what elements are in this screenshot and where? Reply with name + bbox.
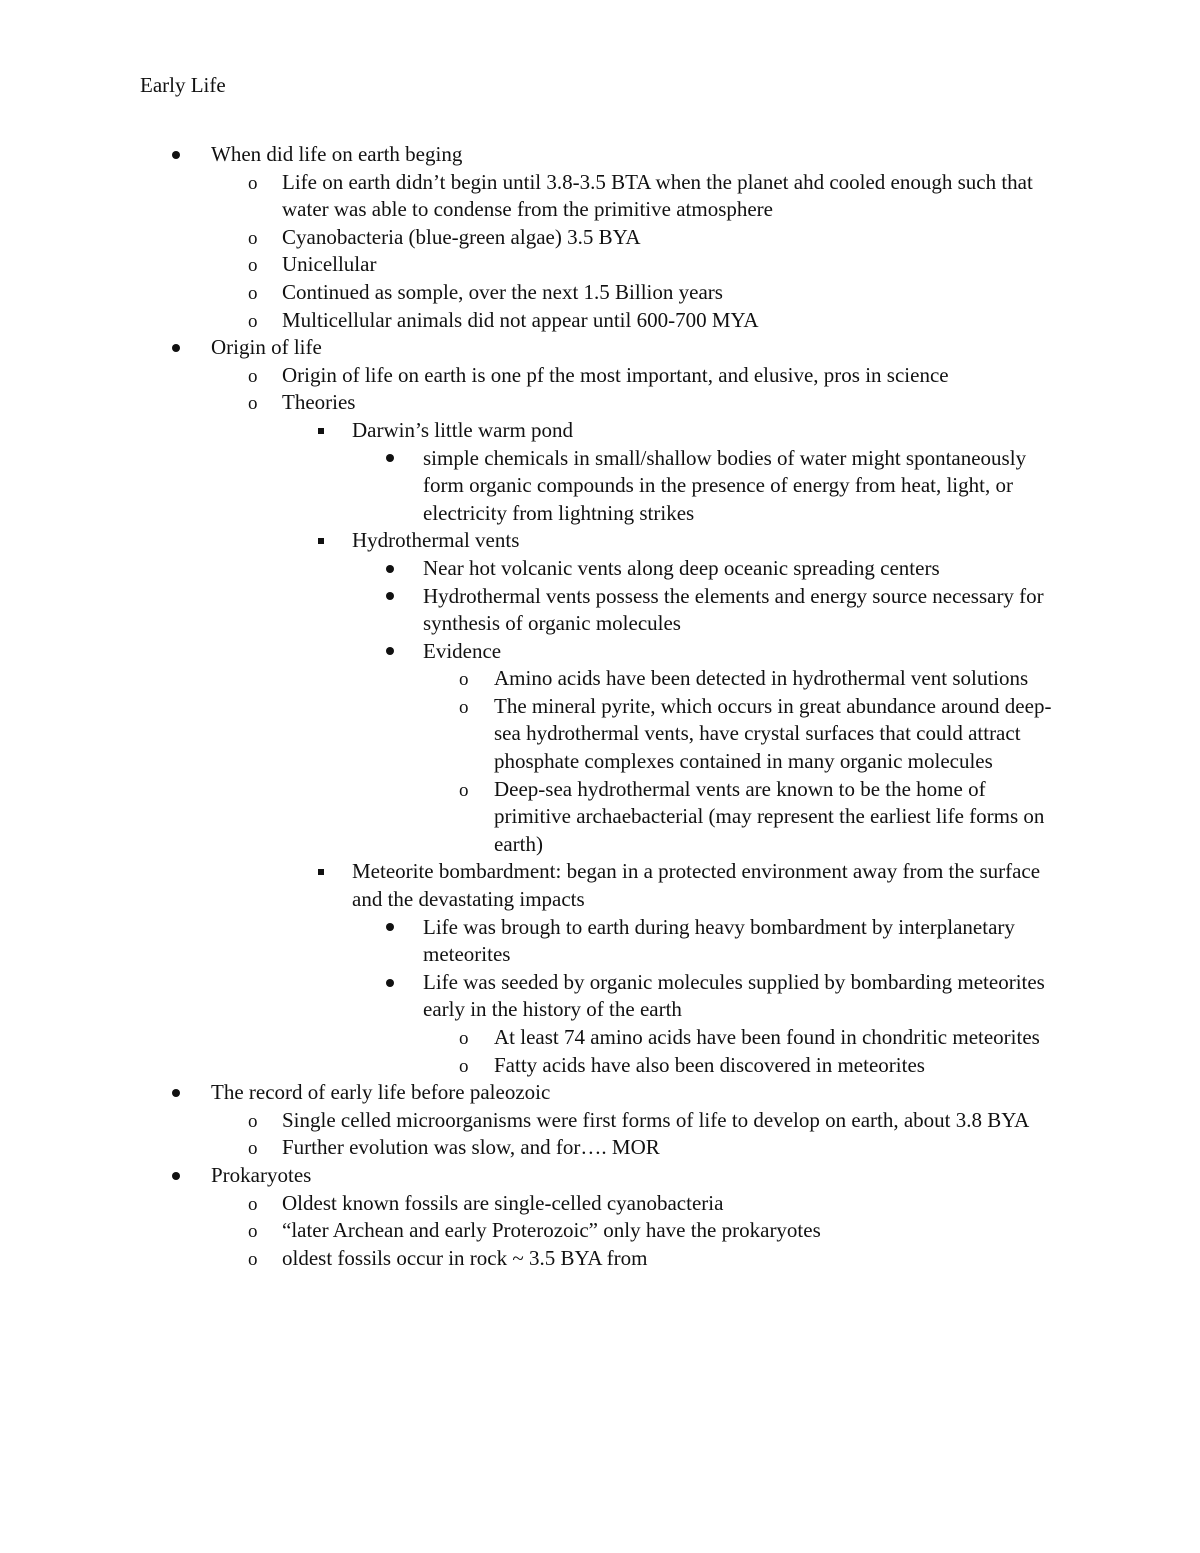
- list-item-text: Unicellular: [282, 252, 377, 277]
- bullet-square-icon: [318, 527, 324, 555]
- bullet-disc-icon: [386, 914, 394, 942]
- bullet-square-icon: [318, 417, 324, 445]
- bullet-circle-icon: o: [248, 1248, 258, 1270]
- list-item: [0, 555, 1053, 583]
- list-item: [0, 1024, 1054, 1052]
- list-item-text: Single celled microorganisms were first forms of life to develop on earth, about 3.8 BYA: [282, 1107, 1030, 1132]
- bullet-circle-icon: o: [248, 310, 258, 332]
- list-item: [0, 251, 1052, 279]
- list-item-text: When did life on earth beging: [211, 142, 463, 166]
- list-item: [0, 693, 1054, 776]
- list-item-text: Darwin’s little warm pond: [352, 417, 574, 442]
- list-item: [0, 224, 1052, 252]
- list-item: [0, 389, 1052, 417]
- bullet-disc-icon: [172, 141, 180, 169]
- document-body: [0, 141, 1200, 1272]
- list-item-text: Continued as somple, over the next 1.5 Billion years: [282, 279, 723, 304]
- list-item-text: Multicellular animals did not appear until 600-700 MYA: [282, 307, 759, 332]
- list-item: [0, 1079, 1051, 1107]
- list-item-text: Hydrothermal vents: [352, 528, 520, 553]
- bullet-circle-icon: o: [248, 282, 258, 304]
- bullet-disc-icon: [386, 555, 394, 583]
- list-item: [0, 665, 1054, 693]
- list-item: [0, 583, 1053, 638]
- document-title: Early Life: [140, 73, 226, 97]
- list-item: [0, 307, 1052, 335]
- list-item-text: Further evolution was slow, and for…. MOR: [282, 1135, 660, 1160]
- list-item: [0, 445, 1053, 528]
- list-item-text: simple chemicals in small/shallow bodies of water might spontaneously form organic compounds in the presence of energy from heat, light, or electricity from lightning strikes: [423, 445, 1027, 525]
- list-item: [0, 858, 1052, 913]
- bullet-circle-icon: o: [459, 696, 469, 718]
- list-item-text: Fatty acids have also been discovered in meteorites: [494, 1052, 925, 1077]
- list-item-text: At least 74 amino acids have been found in chondritic meteorites: [494, 1025, 1040, 1049]
- bullet-disc-icon: [386, 969, 394, 997]
- list-item-text: Origin of life: [211, 335, 322, 360]
- bullet-square-icon: [318, 858, 324, 886]
- bullet-circle-icon: o: [459, 669, 469, 691]
- list-item-text: The mineral pyrite, which occurs in great abundance around deep-sea hydrothermal vents, have crystal surfaces that could attract phosphate complexes contained in many organic molecules: [494, 693, 1052, 774]
- list-item-text: Life was brough to earth during heavy bombardment by interplanetary meteorites: [423, 914, 1015, 967]
- list-item-text: Cyanobacteria (blue-green algae) 3.5 BYA: [282, 224, 641, 249]
- bullet-circle-icon: o: [248, 172, 258, 194]
- bullet-circle-icon: o: [248, 1110, 258, 1132]
- list-item-text: Near hot volcanic vents along deep oceanic spreading centers: [423, 555, 940, 580]
- bullet-circle-icon: o: [459, 1028, 469, 1049]
- list-item: [0, 776, 1054, 859]
- bullet-circle-icon: o: [459, 779, 469, 801]
- list-item-text: Oldest known fossils are single-celled cyanobacteria: [282, 1190, 724, 1215]
- list-item-text: Evidence: [423, 638, 502, 663]
- list-item: [0, 279, 1052, 307]
- bullet-disc-icon: [386, 583, 394, 611]
- bullet-disc-icon: [172, 1162, 180, 1190]
- list-item: [0, 914, 1053, 969]
- list-item: [0, 638, 1053, 666]
- list-item: [0, 1134, 1052, 1162]
- bullet-circle-icon: o: [248, 255, 258, 277]
- bullet-circle-icon: o: [248, 393, 258, 415]
- list-item-text: Amino acids have been detected in hydrothermal vent solutions: [494, 666, 1029, 691]
- list-item-text: Origin of life on earth is one pf the most important, and elusive, pros in science: [282, 362, 949, 387]
- list-item: [0, 169, 1052, 224]
- list-item: [0, 362, 1052, 390]
- bullet-circle-icon: o: [459, 1055, 469, 1077]
- list-item-text: Meteorite bombardment: began in a protected environment away from the surface and the devastating impacts: [352, 859, 1041, 912]
- list-item: [0, 334, 1051, 362]
- list-item: [0, 417, 1052, 445]
- list-item: [0, 969, 1053, 1024]
- list-item-text: Deep-sea hydrothermal vents are known to be the home of primitive archaebacterial (may represent the earliest life forms on earth): [494, 776, 1045, 856]
- list-item-text: “later Archean and early Proterozoic” only have the prokaryotes: [282, 1218, 821, 1243]
- list-item-text: Theories: [282, 390, 356, 415]
- list-item-text: Prokaryotes: [211, 1162, 312, 1187]
- list-item-text: oldest fossils occur in rock ~ 3.5 BYA from: [282, 1245, 648, 1270]
- bullet-outline: [0, 141, 1200, 1272]
- list-item: [0, 527, 1052, 555]
- list-item: [0, 1052, 1054, 1080]
- list-item: [0, 1245, 1052, 1273]
- bullet-disc-icon: [386, 638, 394, 666]
- list-item-text: Life was seeded by organic molecules supplied by bombarding meteorites early in the history of the earth: [423, 969, 1045, 1022]
- bullet-circle-icon: o: [248, 1193, 258, 1215]
- list-item-text: The record of early life before paleozoic: [211, 1080, 551, 1105]
- list-item: [0, 1217, 1052, 1245]
- bullet-disc-icon: [172, 334, 180, 362]
- bullet-disc-icon: [386, 445, 394, 473]
- bullet-circle-icon: o: [248, 227, 258, 249]
- list-item: [0, 141, 1051, 169]
- bullet-circle-icon: o: [248, 1138, 258, 1160]
- bullet-circle-icon: o: [248, 1221, 258, 1243]
- list-item: [0, 1107, 1052, 1135]
- list-item: [0, 1162, 1051, 1190]
- bullet-disc-icon: [172, 1079, 180, 1107]
- list-item-text: Life on earth didn’t begin until 3.8-3.5 BTA when the planet ahd cooled enough such that water was able to condense from the primitive atmosphere: [282, 169, 1033, 222]
- list-item: [0, 1190, 1052, 1218]
- list-item-text: Hydrothermal vents possess the elements and energy source necessary for synthesis of organic molecules: [423, 583, 1044, 636]
- bullet-circle-icon: o: [248, 365, 258, 387]
